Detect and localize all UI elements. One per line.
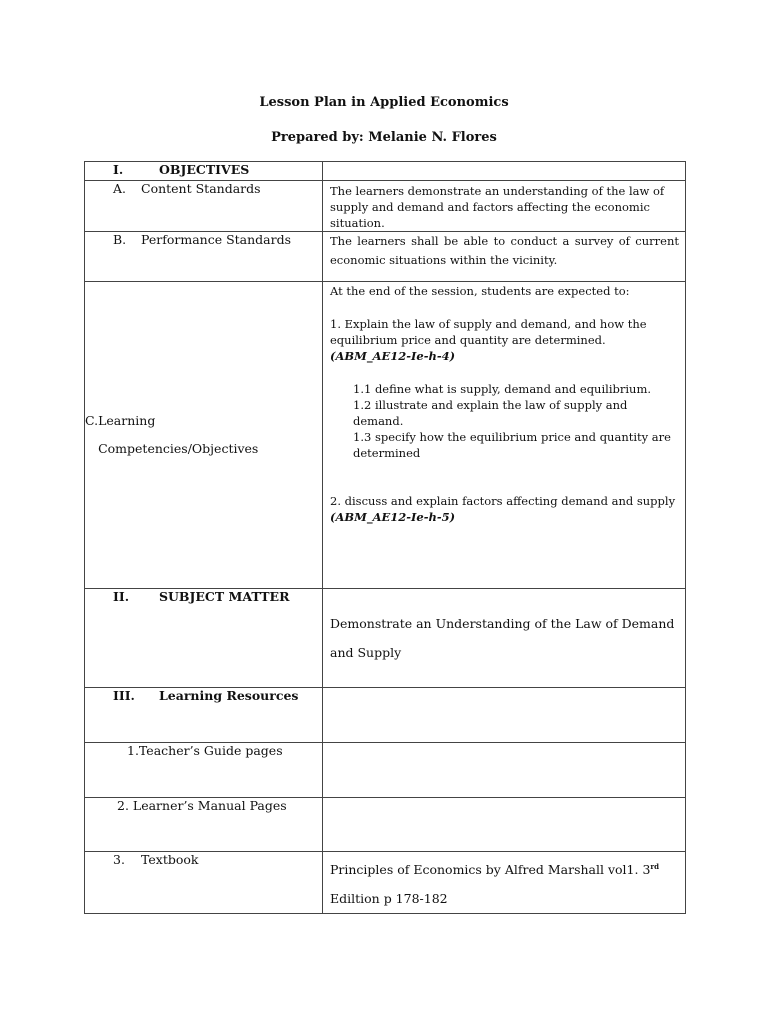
- content-standards-text: The learners demonstrate an understanding of the law of supply and demand and factors affecting the economic situation.: [330, 184, 665, 230]
- subject-matter-num: II.: [113, 589, 130, 604]
- row-teachers-guide: [85, 743, 686, 798]
- textbook-text-a: Principles of Economics by Alfred Marshall vol1. 3: [330, 862, 651, 878]
- textbook-num: 3.: [113, 852, 125, 867]
- subject-matter-label-cell: [85, 589, 323, 688]
- learners-manual-value-cell: [323, 798, 686, 852]
- row-performance-standards: [85, 232, 686, 282]
- textbook-label: Textbook: [141, 852, 199, 867]
- row-subject-matter: [85, 589, 686, 688]
- learners-manual-label: 2. Learner’s Manual Pages: [117, 798, 287, 813]
- learning-resources-num: III.: [113, 688, 135, 703]
- textbook-text-sup: rd: [650, 862, 659, 871]
- textbook-label-cell: [85, 852, 323, 914]
- learning-resources-label: Learning Resources: [159, 688, 299, 703]
- content-standards-num: A.: [113, 181, 127, 196]
- row-learners-manual: [85, 798, 686, 852]
- learning-resources-value-cell: [323, 688, 686, 743]
- competency-sub-3: 1.3 specify how the equilibrium price and quantity are determined: [353, 430, 671, 460]
- learning-competencies-label-line2: Competencies/Objectives: [98, 441, 259, 456]
- content-standards-value-cell: [323, 181, 686, 232]
- learners-manual-label-cell: [85, 798, 323, 852]
- competency-item-2: 2. discuss and explain factors affecting demand and supply: [330, 494, 676, 508]
- lesson-plan-table: [84, 161, 686, 914]
- subject-matter-text: Demonstrate an Understanding of the Law of Demand and Supply: [330, 616, 675, 660]
- teachers-guide-label: 1.Teacher’s Guide pages: [127, 743, 283, 758]
- row-content-standards: [85, 181, 686, 232]
- objectives-value-cell: [323, 162, 686, 181]
- prepared-by: Prepared by: Melanie N. Flores: [271, 130, 497, 145]
- textbook-text-b: Ediltion p 178-182: [330, 891, 448, 907]
- objectives-num: I.: [113, 162, 124, 177]
- row-textbook: [85, 852, 686, 914]
- teachers-guide-label-cell: [85, 743, 323, 798]
- learning-competencies-value-cell: [323, 282, 686, 589]
- learning-competencies-label-line1: Learning: [98, 413, 156, 428]
- subject-matter-label: SUBJECT MATTER: [159, 589, 290, 604]
- subject-matter-value-cell: [323, 589, 686, 688]
- textbook-value-cell: [323, 852, 686, 914]
- performance-standards-value-cell: [323, 232, 686, 282]
- competency-item-2-code: (ABM_AE12-Ie-h-5): [330, 510, 456, 524]
- performance-standards-text: The learners shall be able to conduct a survey of current economic situations within the vicinity.: [330, 234, 679, 267]
- objectives-label: OBJECTIVES: [159, 162, 250, 177]
- row-learning-competencies: [85, 282, 686, 589]
- competencies-intro: At the end of the session, students are expected to:: [330, 284, 630, 298]
- textbook-text: [323, 852, 685, 913]
- competency-item-1-code: (ABM_AE12-Ie-h-4): [330, 349, 456, 363]
- competency-sub-1: 1.1 define what is supply, demand and equilibrium.: [353, 382, 652, 396]
- objectives-label-cell: [85, 162, 323, 181]
- row-learning-resources: [85, 688, 686, 743]
- content-standards-label-cell: [85, 181, 323, 232]
- document-title: Lesson Plan in Applied Economics: [259, 95, 509, 110]
- row-objectives: [85, 162, 686, 181]
- learning-resources-label-cell: [85, 688, 323, 743]
- competency-item-1: 1. Explain the law of supply and demand, and how the equilibrium price and quantity are determined.: [330, 317, 647, 347]
- learning-competencies-label-cell: [85, 282, 323, 589]
- performance-standards-num: B.: [113, 232, 127, 247]
- learning-competencies-num: C.: [85, 413, 99, 428]
- content-standards-label: Content Standards: [141, 181, 261, 196]
- performance-standards-label-cell: [85, 232, 323, 282]
- competency-sub-2: 1.2 illustrate and explain the law of supply and demand.: [353, 398, 628, 428]
- teachers-guide-value-cell: [323, 743, 686, 798]
- performance-standards-label: Performance Standards: [141, 232, 292, 247]
